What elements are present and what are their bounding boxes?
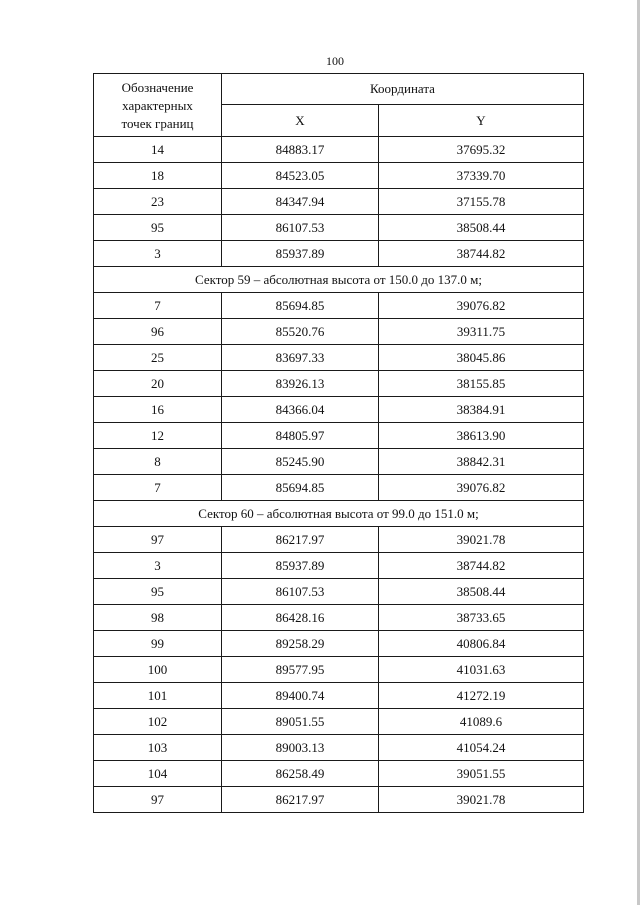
y-cell: 38842.31: [379, 449, 584, 475]
y-cell: 38744.82: [379, 241, 584, 267]
point-cell: 7: [94, 293, 222, 319]
point-cell: 12: [94, 423, 222, 449]
table-row: [94, 241, 584, 267]
sector-row: [94, 267, 584, 293]
x-cell: 89003.13: [222, 735, 379, 761]
point-cell: 23: [94, 189, 222, 215]
y-cell: 38744.82: [379, 553, 584, 579]
x-cell: 85937.89: [222, 241, 379, 267]
x-cell: 83926.13: [222, 371, 379, 397]
point-cell: 16: [94, 397, 222, 423]
x-cell: 85520.76: [222, 319, 379, 345]
sector-row: [94, 501, 584, 527]
table-row: [94, 449, 584, 475]
point-cell: 97: [94, 527, 222, 553]
table-row: [94, 475, 584, 501]
point-cell: 7: [94, 475, 222, 501]
point-cell: 3: [94, 241, 222, 267]
table-row: [94, 631, 584, 657]
point-cell: 102: [94, 709, 222, 735]
table-row: [94, 579, 584, 605]
coordinate-header: Координата: [222, 74, 584, 105]
point-cell: 96: [94, 319, 222, 345]
table-row: [94, 553, 584, 579]
y-cell: 38508.44: [379, 215, 584, 241]
point-header-line-2: характерных: [122, 98, 193, 113]
table-row: [94, 293, 584, 319]
x-cell: 86258.49: [222, 761, 379, 787]
table-row: [94, 709, 584, 735]
point-cell: 101: [94, 683, 222, 709]
point-cell: 103: [94, 735, 222, 761]
y-cell: 39021.78: [379, 527, 584, 553]
point-header-line-1: Обозначение: [121, 80, 194, 95]
table-row: [94, 605, 584, 631]
x-cell: 84366.04: [222, 397, 379, 423]
x-cell: 85694.85: [222, 475, 379, 501]
sector-title: Сектор 60 – абсолютная высота от 99.0 до 151.0 м;: [94, 501, 584, 527]
table-row: [94, 761, 584, 787]
y-cell: 39311.75: [379, 319, 584, 345]
table-row: [94, 397, 584, 423]
y-cell: 39076.82: [379, 475, 584, 501]
page-number: 100: [326, 54, 344, 68]
point-cell: 25: [94, 345, 222, 371]
x-cell: 84883.17: [222, 137, 379, 163]
coordinates-table: [93, 73, 584, 813]
y-cell: 38733.65: [379, 605, 584, 631]
point-header-line-3: точек границ: [121, 116, 194, 131]
table-body: [94, 74, 584, 813]
x-cell: 85937.89: [222, 553, 379, 579]
x-cell: 89400.74: [222, 683, 379, 709]
point-cell: 8: [94, 449, 222, 475]
sector-title: Сектор 59 – абсолютная высота от 150.0 до 137.0 м;: [94, 267, 584, 293]
x-cell: 86428.16: [222, 605, 379, 631]
x-cell: 83697.33: [222, 345, 379, 371]
y-cell: 38155.85: [379, 371, 584, 397]
point-cell: 18: [94, 163, 222, 189]
table-row: [94, 683, 584, 709]
point-cell: 14: [94, 137, 222, 163]
y-cell: 38384.91: [379, 397, 584, 423]
x-cell: 84523.05: [222, 163, 379, 189]
y-cell: 37695.32: [379, 137, 584, 163]
table-row: [94, 345, 584, 371]
x-cell: 85245.90: [222, 449, 379, 475]
table-row: [94, 735, 584, 761]
point-cell: 95: [94, 215, 222, 241]
y-cell: 38613.90: [379, 423, 584, 449]
point-cell: 3: [94, 553, 222, 579]
y-cell: 40806.84: [379, 631, 584, 657]
table-row: [94, 787, 584, 813]
table-row: [94, 527, 584, 553]
x-cell: 86217.97: [222, 527, 379, 553]
x-cell: 89051.55: [222, 709, 379, 735]
y-cell: 37155.78: [379, 189, 584, 215]
table-row: [94, 657, 584, 683]
x-cell: 86107.53: [222, 579, 379, 605]
y-cell: 37339.70: [379, 163, 584, 189]
y-cell: 38508.44: [379, 579, 584, 605]
y-cell: 41054.24: [379, 735, 584, 761]
point-cell: 20: [94, 371, 222, 397]
table-row: [94, 163, 584, 189]
point-cell: 98: [94, 605, 222, 631]
x-header: X: [222, 104, 379, 136]
point-cell: 99: [94, 631, 222, 657]
point-cell: 95: [94, 579, 222, 605]
x-cell: 86217.97: [222, 787, 379, 813]
table-row: [94, 319, 584, 345]
y-header: Y: [379, 104, 584, 136]
y-cell: 39051.55: [379, 761, 584, 787]
x-cell: 89258.29: [222, 631, 379, 657]
x-cell: 85694.85: [222, 293, 379, 319]
point-designation-header: [94, 74, 222, 137]
x-cell: 84805.97: [222, 423, 379, 449]
x-cell: 89577.95: [222, 657, 379, 683]
table-row: [94, 371, 584, 397]
y-cell: 39021.78: [379, 787, 584, 813]
table-row: [94, 215, 584, 241]
y-cell: 41089.6: [379, 709, 584, 735]
header-row: [94, 74, 584, 105]
table-row: [94, 137, 584, 163]
y-cell: 41272.19: [379, 683, 584, 709]
y-cell: 41031.63: [379, 657, 584, 683]
y-cell: 38045.86: [379, 345, 584, 371]
point-cell: 97: [94, 787, 222, 813]
table-row: [94, 189, 584, 215]
x-cell: 84347.94: [222, 189, 379, 215]
point-cell: 100: [94, 657, 222, 683]
x-cell: 86107.53: [222, 215, 379, 241]
y-cell: 39076.82: [379, 293, 584, 319]
point-cell: 104: [94, 761, 222, 787]
table-row: [94, 423, 584, 449]
